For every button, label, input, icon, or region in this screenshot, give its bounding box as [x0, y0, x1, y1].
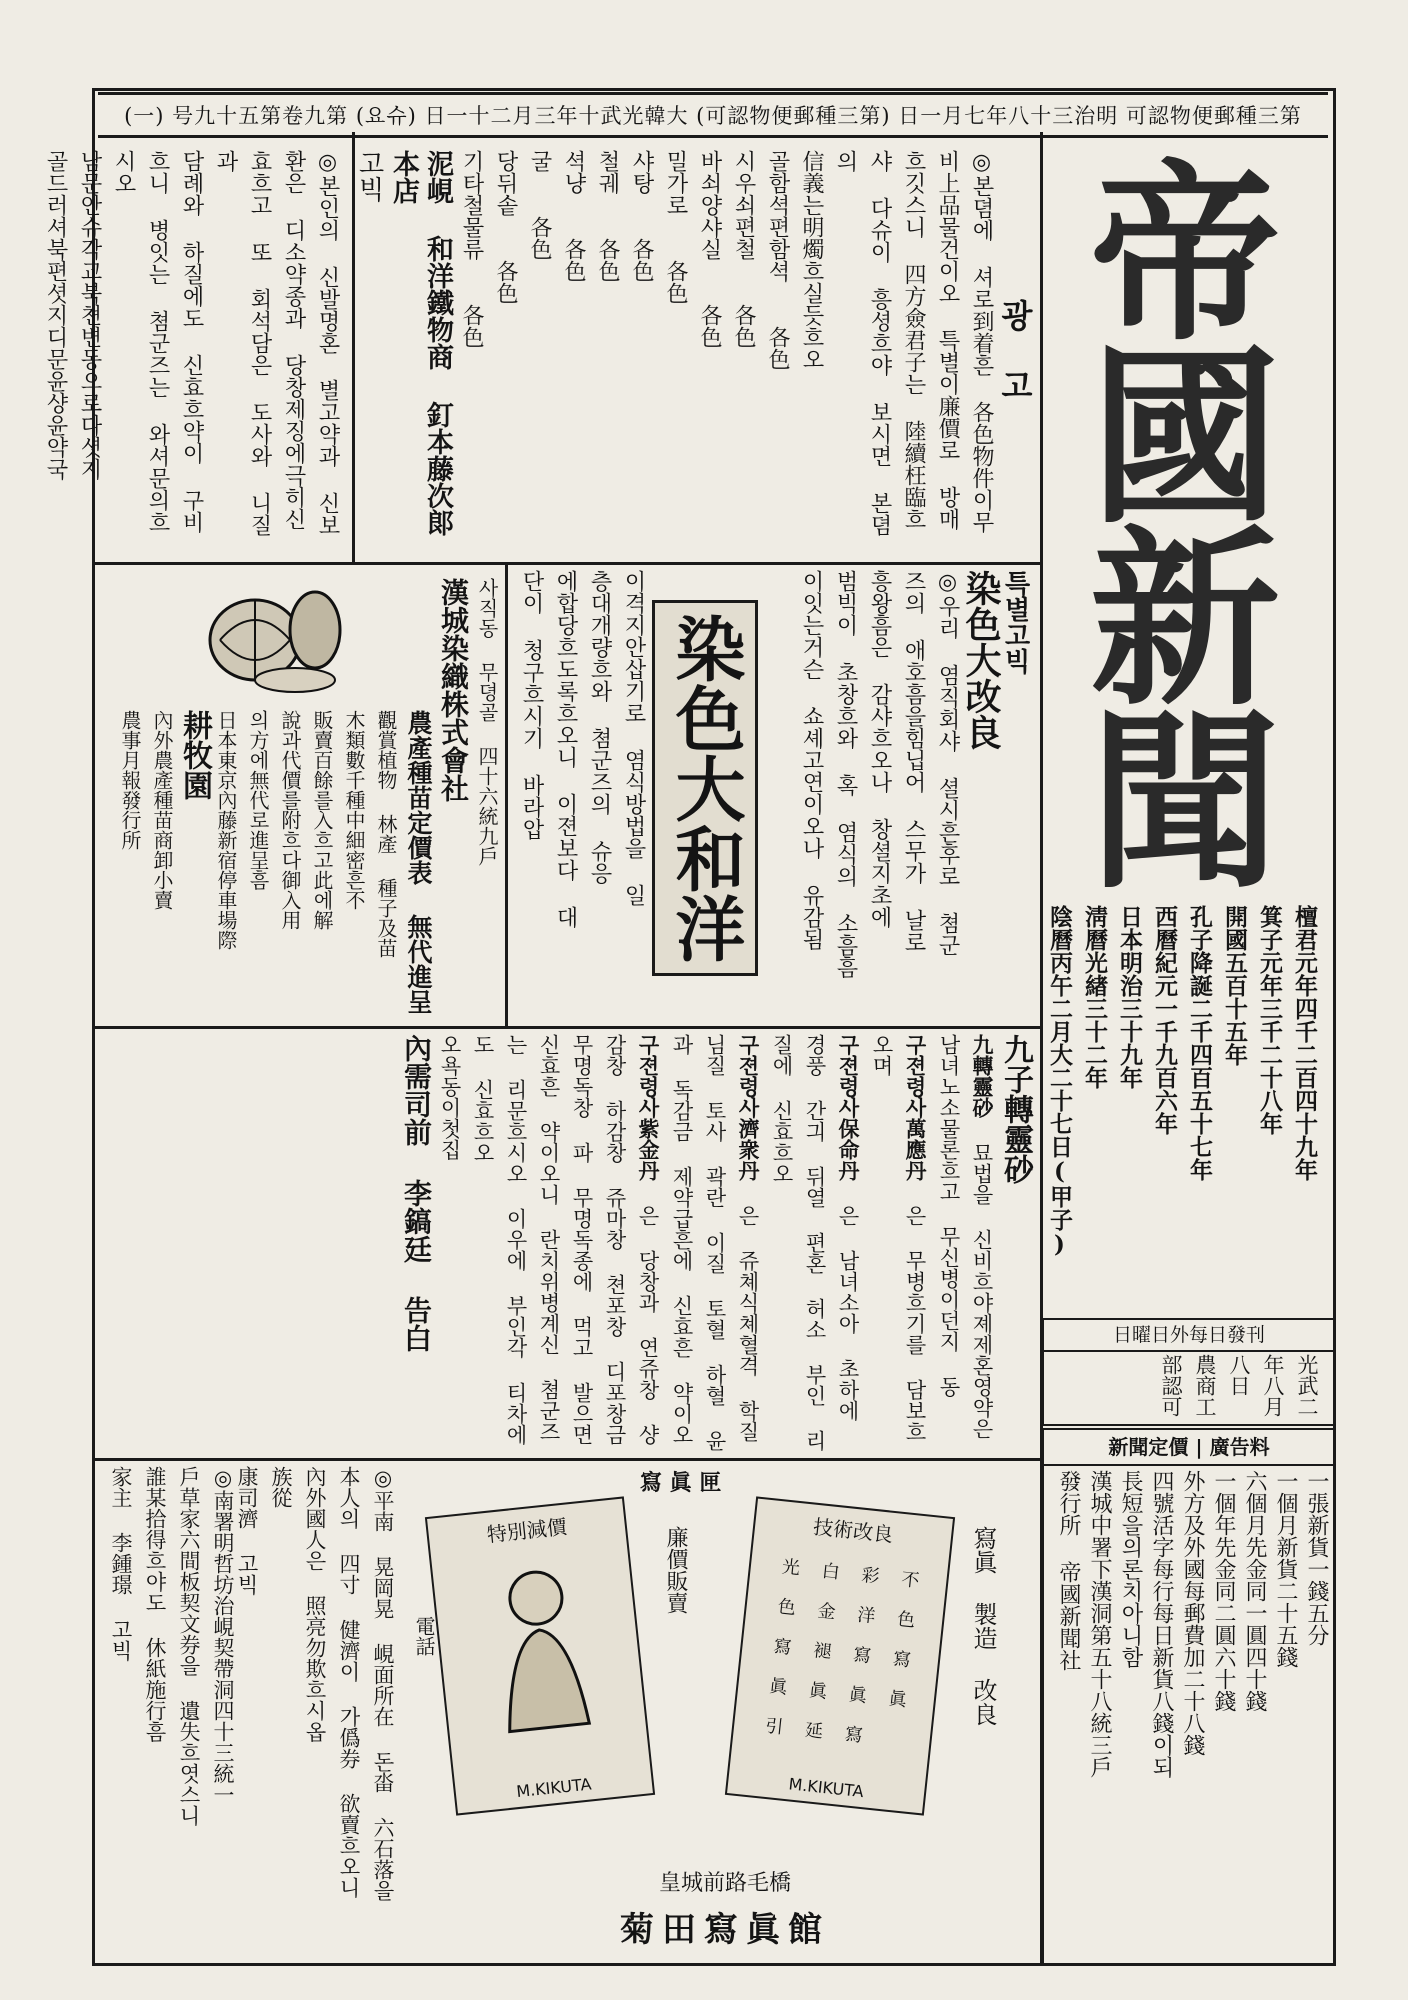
portrait-illustration	[472, 1552, 610, 1744]
publication-items: 光武二年八月八日 農商工部認可	[1159, 1354, 1319, 1417]
title-char: 新	[1089, 510, 1274, 732]
pill-item: 구젼령사保命丹 은 남녀소아 초하에 경풍 간긔 뒤열 편혼 허소 부인 리질에 신효흐오	[770, 1034, 861, 1451]
item-row: 굴 各色	[527, 150, 552, 260]
divider-row2	[92, 1026, 1040, 1029]
title-char: 聞	[1089, 692, 1274, 914]
issue-line: (一) 号九十五第卷九第 (요슈) 日一十二月三年十武光韓大 (可認物便郵種三第) 日一月七年八十三治明 可認物便郵種三第	[98, 92, 1328, 138]
price-lines: 一張新貨一錢五分 一個月新貨二十五錢 六個月先金同一圓四十錢 一個年先金同二圓六十錢 外方及外國每郵費加二十八錢 四號活字每行每日新貨八錢이되 長短을의론치아니함 漢城中署下漢洞第五十八統三戶 發行所 帝國新聞社	[1056, 1470, 1329, 1778]
photo-card-right	[725, 1496, 955, 1815]
item-row: 밀가로 各色	[663, 150, 688, 304]
photo-address: 皇城前路毛橋	[658, 1871, 791, 1896]
title-char: 國	[1089, 327, 1274, 549]
price-header: 新聞定價 | 廣告料	[1044, 1430, 1334, 1466]
vegetable-illustration	[200, 580, 350, 700]
photo-top-label: 寫 眞 匣	[640, 1470, 722, 1496]
ad-land: ◎平南 晃岡晃 峴面所在 돈畓 六石落을 本人의 四寸 健濟이 가僞券 欲賣흐오니 內外國人은 照亮勿欺흐시옵 族從 康司濟 고빅	[235, 1466, 395, 1901]
pill-item: 九轉靈砂 묘법을 신비흐야졔제혼영약은 남녀노소물론흐고 무신병이던지 동	[937, 1034, 995, 1439]
item-row: 기타철물류 各色	[459, 150, 484, 348]
pill-item: 구젼령사濟衆丹 은 쥬쳬식쳬혈격 학질 님질 토사 곽란 이질 토혈 하혈 윤과 독감금 제약급흔에 신효흔 약이오	[670, 1034, 761, 1451]
item-row: 샤탕 各色	[629, 150, 654, 282]
photo-right-side: 寫眞 製造 改良	[969, 1526, 997, 1726]
item-row: 골함셕편함셕 各色	[765, 150, 790, 370]
ad-seed: 農產種苗定價表 無代進呈 觀賞植物 林產 種子及苗 木類數千種中細密흔不 販賣百餘를入흐고此에解 說과代價를附흐다御入用 의方에無代로進呈흠 日本東京內藤新宿停車場際 耕牧園 內外農產種苗商卸小賣 農事月報發行所	[100, 570, 434, 1020]
pill-item: 구젼령사萬應丹 은 무병흐기를 담보흐오며	[870, 1034, 928, 1442]
card-right-text: 光 白 彩 不 色 金 洋 色 寫 褪 寫 寫 眞 眞 眞 眞 引 延 寫	[764, 1556, 921, 1747]
card-left-label: 特別減價	[485, 1514, 568, 1547]
publication-header: 日曜日外每日發刊	[1044, 1320, 1334, 1352]
item-row: 셕냥 各色	[561, 150, 586, 282]
body-icon	[499, 1626, 589, 1732]
ad-dye-title: 染色大改良	[960, 570, 1002, 750]
title-char: 帝	[1089, 145, 1274, 366]
ad-photo	[410, 1466, 1034, 1960]
ad-notice-heading: 광 고	[996, 299, 1034, 401]
card-right-label: 技術改良	[812, 1514, 895, 1547]
ad-dye-heading: 특별고빅	[1000, 570, 1030, 674]
price-box	[1042, 1428, 1336, 1966]
photo-card-left	[425, 1496, 655, 1815]
signature-right: M.KIKUTA	[787, 1774, 865, 1802]
ad-dye: 특별고빅 染色大改良 ◎우리 염직회샤 셜시흔후로 쳠군 즈의 애호흠을힘닙어 스무가 날로 흥왕흠은 감샤흐오나 창셜지초에 범빅이 초창흐와 혹 염식의 소흠흠 이잇는거슨 쇼셰고연이오나 유감됨 染色大和洋 이격지안삽기로 염식방법을 일 층대개량흐와 쳠군즈의 슈응 에합당흐도록흐오니 이젼보다 대 단이 청구흐시기 바라압	[512, 570, 1034, 1020]
title-divider	[1040, 132, 1043, 1966]
item-row: 바쇠양샤실 各色	[697, 150, 722, 348]
ad-notice-shop: 泥峴 和洋鐵物商 釘本藤次郞 本店	[388, 150, 453, 536]
dye-logo-stamp	[652, 600, 758, 976]
signature-left: M.KIKUTA	[515, 1774, 593, 1802]
ad-lost: ◎南署明哲坊治峴契帶洞四十三統一 戶草家六間板契文券을 遺失흐엿스니 誰某拾得흐야도 休紙施行흠 家主 李鍾璟 고빅	[109, 1466, 235, 1826]
ad-dye-footer: 사직동 무뎡골 四十六統九戶 漢城染織株式會社	[437, 578, 499, 866]
bean-icon	[255, 668, 335, 692]
divider-row1	[92, 562, 1040, 565]
head-icon	[507, 1570, 564, 1627]
newspaper-title	[1072, 145, 1292, 914]
leaf-icon	[290, 592, 340, 668]
ad-pills: 九子轉靈砂 九轉靈砂 묘법을 신비흐야졔제혼영약은 남녀노소물론흐고 무신병이던지 동 구젼령사萬應丹 은 무병흐기를 담보흐오며 구젼령사保命丹 은 남녀소아 초하에 경풍 간긔 뒤열 편혼 허소 부인 리질에 신효흐오 구젼령사濟衆丹 은 쥬쳬식쳬혈격 학질 님질 토사 곽란 이질 토혈 하혈 윤과 독감금 제약급흔에 신효흔 약이오 구젼령사紫金丹 은 당창과 연쥬창 샹감창 하감창 쥬마창 쳔포창 디포창금 무명독창 파 무명독종에 먹고 발으면 신효흔 약이오니 란치위병계신 쳠군즈는 리문흐시오 이우에 부인각 티차에도 신효흐오 오욕동이첫집 內需司前 李鎬廷 告白	[100, 1034, 1032, 1454]
ad-notice: 광 고 ◎본뎜에 셔로到着흔 各色物件이무 비上品물건이오 특별이廉價로 방매 흐깃스니 四方僉君子는 陸續枉臨흐 샤 다슈이 흥셩흐야 보시면 본뎜의 信義는明燭흐실듯흐오 골함셕편함셕 各色 시우쇠편철 各色 바쇠양샤실 各色 밀가로 各色 샤탕 各色 철궤 各色 셕냥 各色 굴 各色 당뒤솥 各色 기타철물류 各色 泥峴 和洋鐵物商 釘本藤次郞 本店 고빅	[368, 150, 1032, 550]
ad-notice-signoff: 고빅	[354, 150, 384, 202]
item-row: 시우쇠편철 各色	[731, 150, 756, 348]
publication-box	[1042, 1318, 1336, 1426]
photo-tel: 電話	[412, 1616, 436, 1656]
divider-row3	[92, 1458, 1040, 1461]
date-lines: 檀君元年四千二百四十九年 箕子元年三千二十八年 開國五百十五年 孔子降誕二千四百五十七年 西曆紀元一千九百六年 日本明治三十九年 淸曆光緖三十二年 陰曆丙午二月大二十七日(甲子)	[1046, 905, 1318, 1258]
photo-shop-name: 菊田寫眞館	[620, 1910, 830, 1950]
ad-medicine-notice: ◎본인의 신발명혼 별고약과 신보 환은 디소약종과 당창제징에극히신 효흐고 또 회석담은 도사와 니질과 담례와 하질에도 신효흐약이 구비 흐니 병잇는 쳠군즈는 와셔문의흐 시오 남문안슈각교북쳔변동으로다셧지 골드러셔북편셧지디문윤샹윤약국	[43, 150, 340, 536]
item-row: 당뒤솥 各色	[493, 150, 518, 304]
pill-item: 구젼령사紫金丹 은 당창과 연쥬창 샹감창 하감창 쥬마창 쳔포창 디포창금 무명독창 파 무명독종에 먹고 발으면 신효흔 약이오니 란치위병계신 쳠군즈는 리문흐시오 이우에 부인각 티차에도 신효흐오	[471, 1034, 661, 1445]
inner-divider-mid	[505, 562, 508, 1027]
photo-center: 廉價販賣	[663, 1526, 688, 1614]
dye-logo-text: 染色大和洋	[664, 613, 747, 963]
item-row: 철궤 各色	[595, 150, 620, 282]
